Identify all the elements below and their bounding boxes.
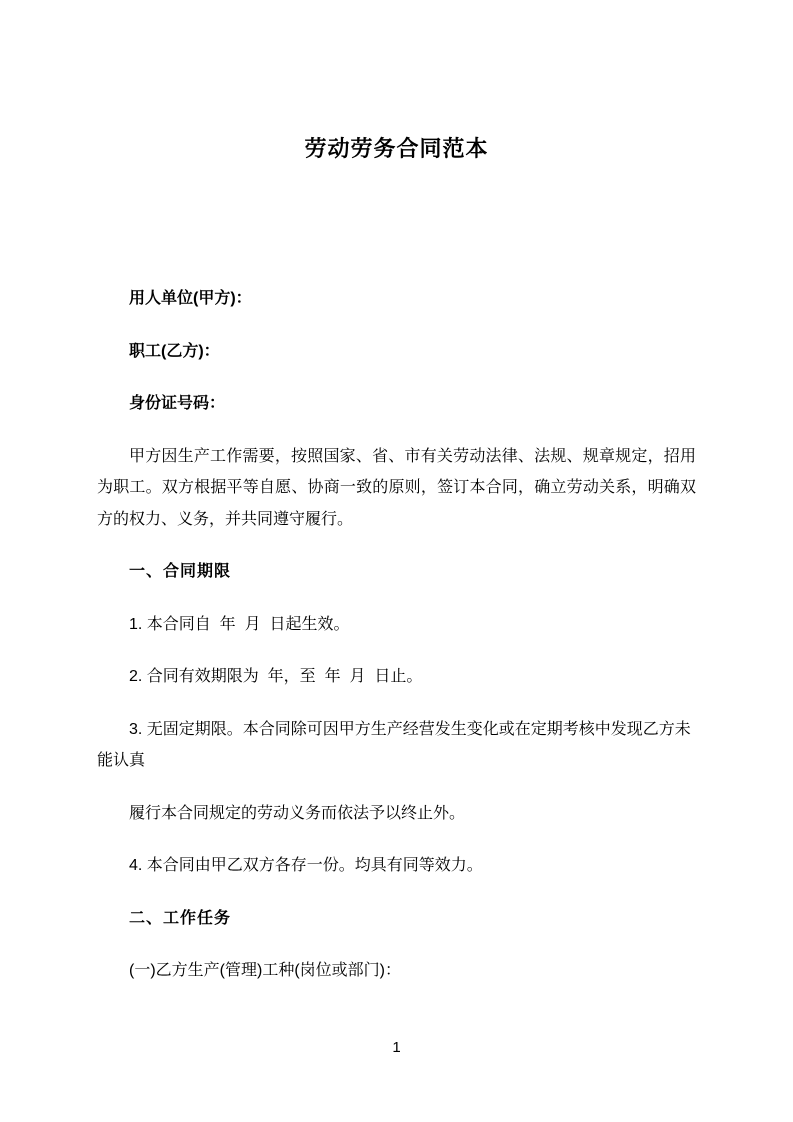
clause-job-position: (一)乙方生产(管理)工种(岗位或部门)： bbox=[129, 962, 401, 979]
document-title: 劳动劳务合同范本 bbox=[304, 136, 489, 161]
clause-validity-period: 2. 合同有效期限为 年，至 年 月 日止。 bbox=[129, 668, 423, 685]
intro-paragraph: 甲方因生产工作需要，按照国家、省、市有关劳动法律、法规、规章规定，招用为职工。双方根据平等自愿、协商一致的原则，签订本合同，确立劳动关系，明确双方的权力、义务，并共同遵守履行。 bbox=[97, 447, 696, 528]
field-employer-party-a: 用人单位(甲方)： bbox=[129, 290, 252, 307]
clause-copies-equal-validity: 4. 本合同由甲乙双方各存一份。均具有同等效力。 bbox=[129, 857, 483, 874]
section-heading-contract-term: 一、合同期限 bbox=[129, 563, 232, 580]
field-employee-party-b: 职工(乙方)： bbox=[129, 342, 220, 360]
clause-open-ended-term: 3. 无固定期限。本合同除可因甲方生产经营发生变化或在定期考核中发现乙方未能认真 bbox=[97, 720, 691, 769]
page-number: 1 bbox=[392, 1039, 401, 1056]
document-body bbox=[97, 283, 696, 987]
clause-effective-date: 1. 本合同自 年 月 日起生效。 bbox=[129, 615, 350, 633]
field-id-number: 身份证号码： bbox=[129, 395, 226, 412]
section-heading-work-tasks: 二、工作任务 bbox=[129, 909, 232, 927]
clause-open-ended-term-continued: 履行本合同规定的劳动义务而依法予以终止外。 bbox=[129, 804, 466, 822]
